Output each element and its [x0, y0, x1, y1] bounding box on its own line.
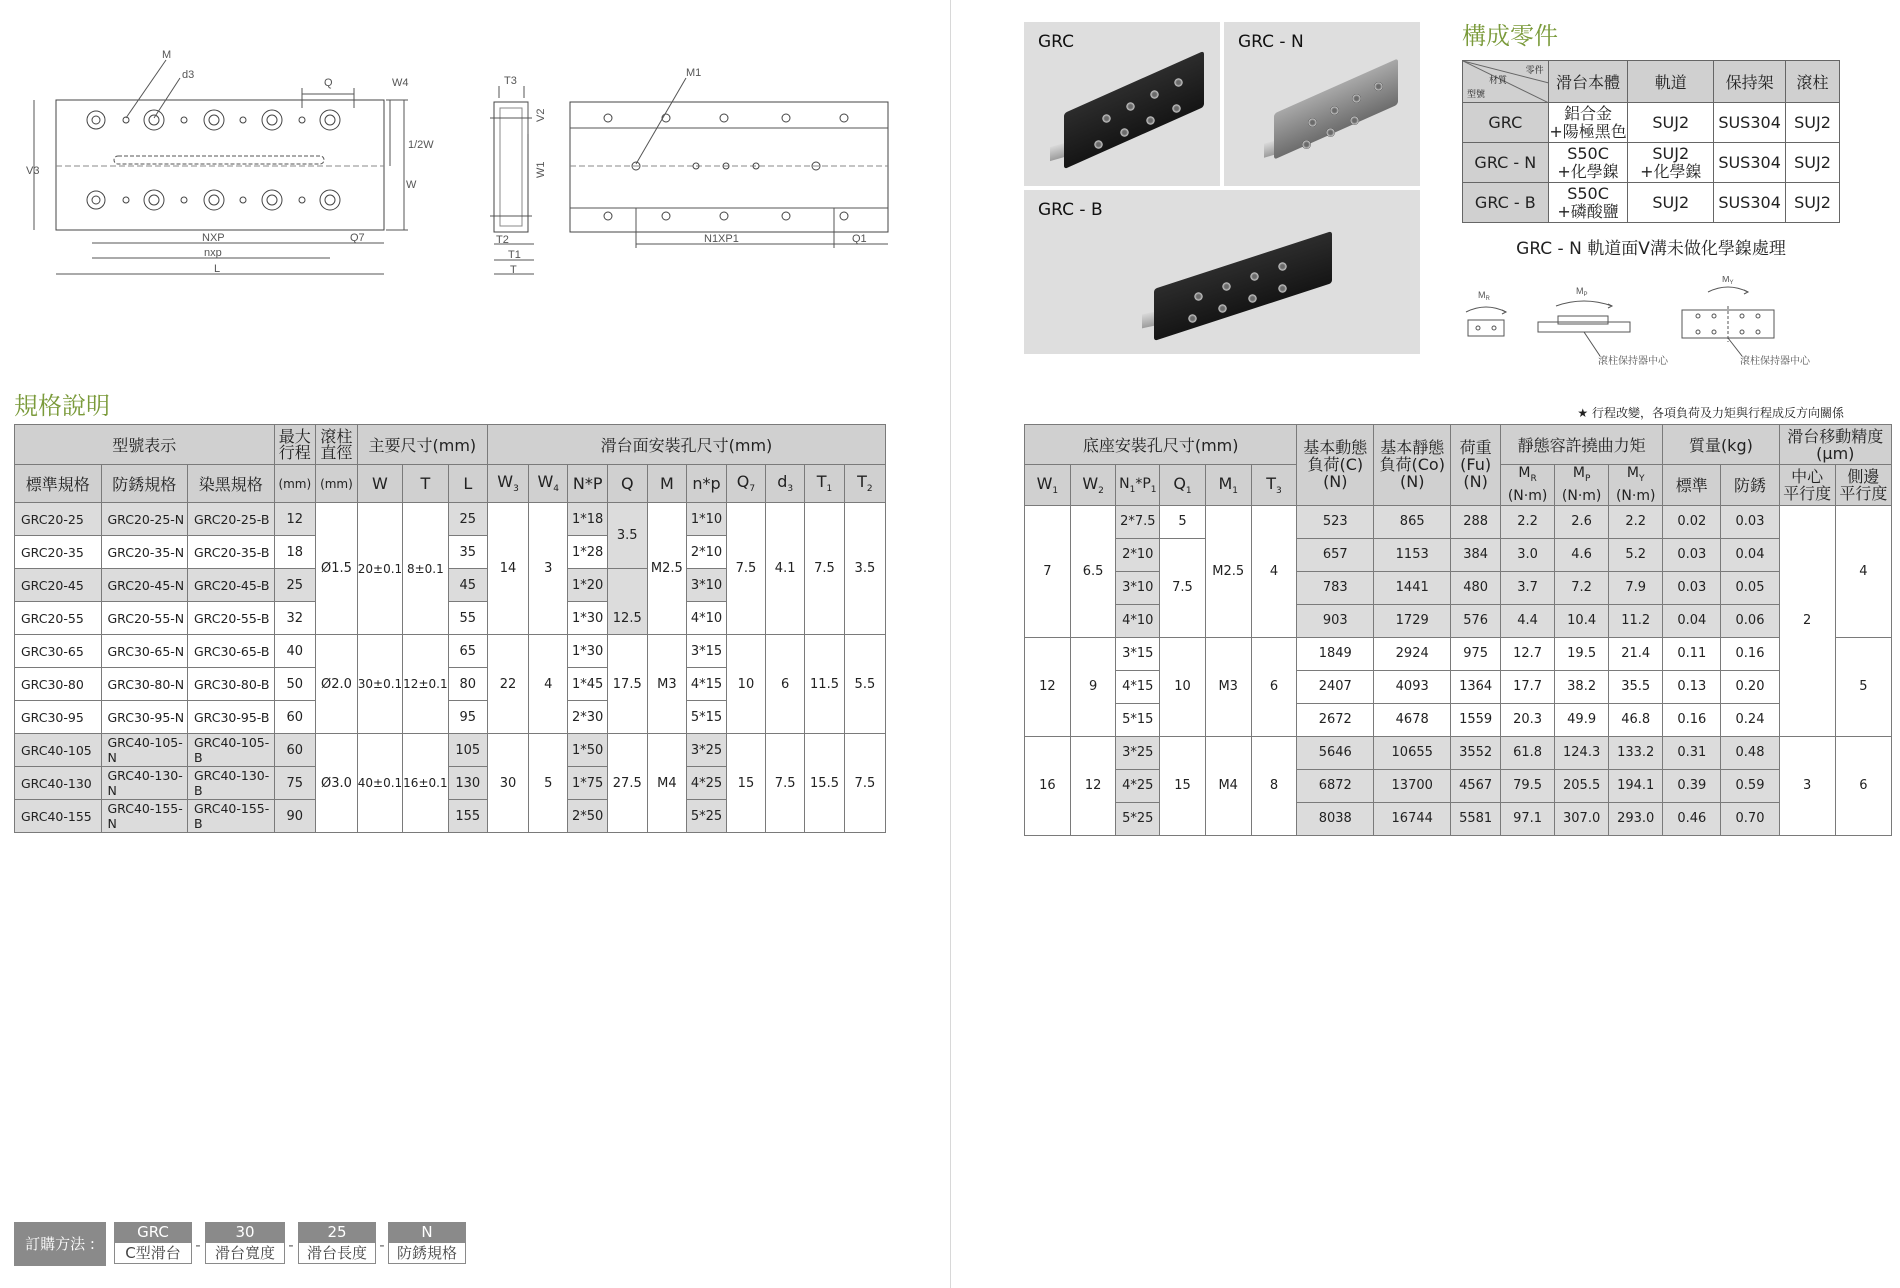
table-row: GRC30-65 GRC30-65-N GRC30-65-B 40 Ø2.0 30±0.1 12±0.1 65 22 4 1*30 17.5 M3 3*15 10 6 11.5 5.5 — [15, 635, 886, 668]
dim-label-v2: V2 — [535, 108, 547, 122]
dim-label-nxp: NXP — [202, 232, 225, 244]
th-np: N*P — [568, 465, 608, 503]
table-row: 4*15 2407 4093 1364 17.7 38.2 35.5 0.13 0.20 — [1025, 670, 1892, 703]
table-row: GRC20-55 GRC20-55-N GRC20-55-B 32 55 1*30 4*10 — [15, 602, 886, 635]
order-box-spec: N 防銹規格 — [388, 1222, 466, 1264]
th-base-holes: 底座安裝孔尺寸(mm) — [1025, 425, 1297, 465]
moment-diagram — [1460, 276, 1850, 366]
photo-grc — [1024, 22, 1220, 186]
dim-label-n1xp1: N1XP1 — [704, 233, 739, 245]
spec-section-title: 規格說明 — [14, 392, 110, 420]
order-sep-2: - — [288, 1236, 294, 1254]
order-sep-1: - — [195, 1236, 201, 1254]
th-dyn: 基本動態 負荷(C) (N) — [1297, 425, 1374, 506]
parts-h-roller: 滾柱 — [1786, 61, 1840, 103]
th-standard: 標準規格 — [15, 465, 102, 503]
table-row: GRC30-80 GRC30-80-N GRC30-80-B 50 80 1*45 4*15 — [15, 668, 886, 701]
th-my: $M_Y$ (N·m) — [1609, 465, 1663, 506]
th-w2: $W_2$ — [1070, 465, 1116, 506]
parts-corner-cell: 零件 材質 型號 — [1463, 61, 1549, 103]
dim-label-w: W — [406, 179, 417, 191]
dim-label-d3: d3 — [182, 69, 195, 81]
th-side: 側邊 平行度 — [1835, 465, 1891, 506]
dim-label-t2: T2 — [496, 234, 509, 246]
th-precision: 滑台移動精度 (μm) — [1779, 425, 1891, 465]
table-row: GRC40-155 GRC40-155-N GRC40-155-B 90 155 2*50 5*25 — [15, 800, 886, 833]
table-row: 7 6.5 2*7.5 5 M2.5 4 523 865 288 2.2 2.6 2.2 0.02 0.03 2 4 — [1025, 505, 1892, 538]
table-row: GRC30-95 GRC30-95-N GRC30-95-B 60 95 2*30 5*15 — [15, 701, 886, 734]
th-q1: $Q_1$ — [1160, 465, 1206, 506]
table-row: GRC20-35 GRC20-35-N GRC20-35-B 18 35 1*28 2*10 — [15, 536, 886, 569]
photo-grc-b — [1024, 190, 1420, 354]
th-mm-1: (mm) — [274, 465, 316, 503]
parts-row: GRC - B S50C +磷酸鹽 SUJ2 SUS304 SUJ2 — [1463, 183, 1840, 223]
dim-label-half-w: 1/2W — [408, 139, 434, 151]
th-load: 荷重 (Fu) (N) — [1451, 425, 1501, 506]
parts-table — [1462, 60, 1840, 223]
parts-h-body: 滑台本體 — [1548, 61, 1628, 103]
order-box-length: 25 滑台長度 — [298, 1222, 376, 1264]
order-sep-3: - — [379, 1236, 385, 1254]
order-box-series: GRC C型滑台 — [114, 1222, 192, 1264]
photo-label-grc-n: GRC - N — [1238, 32, 1304, 52]
dim-label-m1: M1 — [686, 67, 702, 79]
table-row: 4*10 903 1729 576 4.4 10.4 11.2 0.04 0.06 — [1025, 604, 1892, 637]
spec-table — [14, 424, 886, 833]
load-table — [1024, 424, 1892, 836]
table-row: 12 9 3*15 10 M3 6 1849 2924 975 12.7 19.5 21.4 0.11 0.16 5 — [1025, 637, 1892, 670]
slide-image-b — [1154, 231, 1332, 341]
th-mp: $M_P$ (N·m) — [1555, 465, 1609, 506]
dim-label-v3: V3 — [26, 165, 40, 177]
label-mp: $M_P$ — [1576, 286, 1588, 298]
th-w3: $W_3$ — [487, 465, 528, 503]
label-mr: $M_R$ — [1478, 290, 1490, 302]
th-n1p1: $N_1*P_1$ — [1116, 465, 1160, 506]
parts-row: GRC - N S50C +化學鎳 SUJ2 +化學鎳 SUS304 SUJ2 — [1463, 143, 1840, 183]
dim-label-l: L — [214, 263, 221, 275]
th-mass-std: 標準 — [1663, 465, 1721, 506]
table-row: GRC20-45 GRC20-45-N GRC20-45-B 25 45 1*20 12.5 3*10 — [15, 569, 886, 602]
technical-drawing — [14, 48, 914, 288]
table-row: 5*25 8038 16744 5581 97.1 307.0 293.0 0.46 0.70 — [1025, 802, 1892, 835]
dim-label-q1: Q1 — [852, 233, 867, 245]
table-row: GRC20-25 GRC20-25-N GRC20-25-B 12 Ø1.5 20±0.1 8±0.1 25 14 3 1*18 3.5 M2.5 1*10 7.5 4.1 7.5 3.5 — [15, 503, 886, 536]
th-w4: $W_4$ — [529, 465, 568, 503]
order-box-width: 30 滑台寬度 — [205, 1222, 285, 1264]
parts-row: GRC 鋁合金 +陽極黑色 SUJ2 SUS304 SUJ2 — [1463, 103, 1840, 143]
th-nsp: n*p — [687, 465, 727, 503]
dim-label-q: Q — [324, 77, 333, 89]
th-t1: $T_1$ — [805, 465, 845, 503]
th-d3: $d_3$ — [766, 465, 805, 503]
parts-h-rail: 軌道 — [1628, 61, 1714, 103]
th-mr: $M_R$ (N·m) — [1501, 465, 1555, 506]
th-moment: 靜態容許撓曲力矩 — [1501, 425, 1663, 465]
th-model: 型號表示 — [15, 425, 275, 465]
star-note: ★ 行程改變，各項負荷及力矩與行程成反方向關係 — [1577, 406, 1844, 420]
dim-label-t3: T3 — [504, 75, 517, 87]
th-mm-2: (mm) — [316, 465, 358, 503]
slide-image — [1064, 51, 1204, 169]
th-rust: 防銹規格 — [101, 465, 188, 503]
th-q7: $Q_7$ — [726, 465, 765, 503]
table-row: GRC40-130 GRC40-130-N GRC40-130-B 75 130 1*75 4*25 — [15, 767, 886, 800]
table-row: 3*10 783 1441 480 3.7 7.2 7.9 0.03 0.05 — [1025, 571, 1892, 604]
dim-label-w1: W1 — [535, 161, 547, 178]
th-black: 染黑規格 — [188, 465, 275, 503]
label-center-2: 滾柱保持器中心 — [1740, 356, 1810, 366]
table-row: GRC40-105 GRC40-105-N GRC40-105-B 60 Ø3.0 40±0.1 16±0.1 105 30 5 1*50 27.5 M4 3*25 15 7.5 15.5 7.5 — [15, 734, 886, 767]
th-center: 中心 平行度 — [1779, 465, 1835, 506]
right-page — [950, 0, 1900, 1288]
dim-label-t: T — [510, 264, 517, 276]
table-row: 2*10 7.5 657 1153 384 3.0 4.6 5.2 0.03 0.04 — [1025, 538, 1892, 571]
th-main-dims: 主要尺寸(mm) — [357, 425, 487, 465]
th-t2: $T_2$ — [844, 465, 885, 503]
photo-grc-n — [1224, 22, 1420, 186]
th-stat: 基本靜態 負荷(Co) (N) — [1374, 425, 1451, 506]
th-mass-rust: 防銹 — [1721, 465, 1779, 506]
dim-label-nxp-small: nxp — [204, 247, 222, 259]
table-row: 16 12 3*25 15 M4 8 5646 10655 3552 61.8 124.3 133.2 0.31 0.48 3 6 — [1025, 736, 1892, 769]
th-roller-dia: 滾柱 直徑 — [316, 425, 358, 465]
photo-label-grc: GRC — [1038, 32, 1075, 52]
th-w: W — [357, 465, 402, 503]
th-t3: $T_3$ — [1251, 465, 1297, 506]
parts-h-cage: 保持架 — [1714, 61, 1786, 103]
th-w1: $W_1$ — [1025, 465, 1071, 506]
th-mass: 質量(kg) — [1663, 425, 1779, 465]
table-row: 5*15 2672 4678 1559 20.3 49.9 46.8 0.16 0.24 — [1025, 703, 1892, 736]
label-my: $M_Y$ — [1722, 276, 1734, 286]
th-mount-holes: 滑台面安裝孔尺寸(mm) — [487, 425, 885, 465]
th-q: Q — [607, 465, 647, 503]
th-t: T — [403, 465, 448, 503]
dim-label-t1: T1 — [508, 249, 521, 261]
th-l: L — [448, 465, 487, 503]
table-row: 4*25 6872 13700 4567 79.5 205.5 194.1 0.39 0.59 — [1025, 769, 1892, 802]
th-m1: $M_1$ — [1205, 465, 1251, 506]
dim-label-w4: W4 — [392, 77, 409, 89]
order-label: 訂購方法 : — [14, 1222, 106, 1266]
dim-label-m: M — [162, 49, 172, 61]
photo-label-grc-b: GRC - B — [1038, 200, 1103, 220]
th-m: M — [647, 465, 687, 503]
parts-note: GRC - N 軌道面V溝未做化學鎳處理 — [1516, 239, 1786, 259]
parts-title: 構成零件 — [1462, 22, 1558, 50]
label-center-1: 滾柱保持器中心 — [1598, 356, 1668, 366]
dim-label-q7: Q7 — [350, 232, 365, 244]
th-max-stroke: 最大 行程 — [274, 425, 316, 465]
